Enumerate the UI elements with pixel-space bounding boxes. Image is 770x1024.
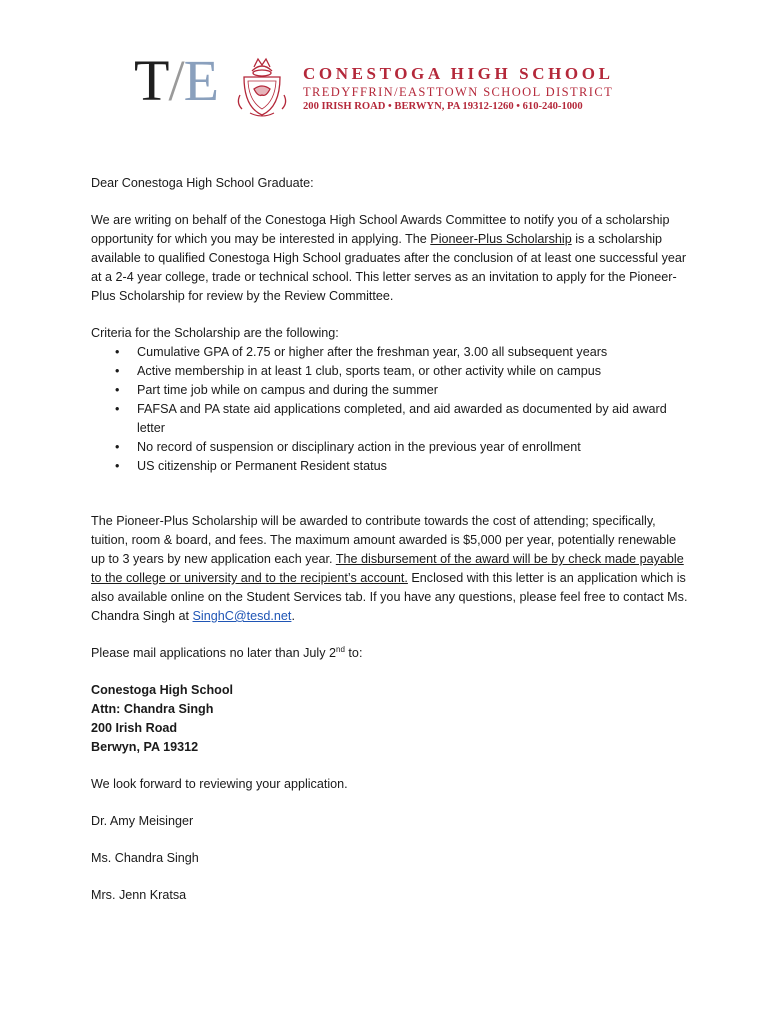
scholarship-name-underline: Pioneer-Plus Scholarship <box>430 232 572 246</box>
school-address: 200 IRISH ROAD • BERWYN, PA 19312-1260 • 610-240-1000 <box>303 101 583 112</box>
criteria-text: FAFSA and PA state aid applications completed, and aid awarded as documented by aid award letter <box>137 402 667 435</box>
mailing-address <box>91 681 691 757</box>
school-crest-icon <box>234 55 290 119</box>
list-item <box>91 400 691 438</box>
deadline-text-b: to: <box>344 646 363 660</box>
te-logo <box>134 48 218 113</box>
contact-email-link[interactable]: SinghC@tesd.net <box>192 609 292 623</box>
criteria-text: Active membership in at least 1 club, sports team, or other activity while on campus <box>137 364 602 378</box>
salutation: Dear Conestoga High School Graduate: <box>91 176 314 190</box>
signer: Ms. Chandra Singh <box>91 851 199 865</box>
closing: We look forward to reviewing your application. <box>91 777 348 791</box>
award-paragraph <box>91 512 691 626</box>
signer: Mrs. Jenn Kratsa <box>91 888 187 902</box>
criteria-intro: Criteria for the Scholarship are the following: <box>91 326 339 340</box>
address-line: Conestoga High School <box>91 683 234 697</box>
list-item <box>91 457 691 476</box>
bullet-icon: • <box>115 402 120 416</box>
deadline-line <box>91 644 691 663</box>
school-district: TREDYFFRIN/EASTTOWN SCHOOL DISTRICT <box>303 85 614 99</box>
deadline-text-a: Please mail applications no later than July 2 <box>91 646 337 660</box>
address-line: Berwyn, PA 19312 <box>91 740 199 754</box>
list-item <box>91 362 691 381</box>
logo-e: E <box>183 48 218 113</box>
bullet-icon: • <box>115 383 120 397</box>
list-item <box>91 438 691 457</box>
intro-paragraph <box>91 211 691 306</box>
bullet-icon: • <box>115 345 120 359</box>
letterhead <box>0 0 770 130</box>
disbursement-note: The disbursement of the award will be by check made payable to the college or university and to the recipient’s account. <box>91 552 684 585</box>
bullet-icon: • <box>115 459 120 473</box>
intro-text-a: We are writing on behalf of the Conestoga High School Awards Committee to notify you of a scholarship opportunity for which you may be interested in applying. The <box>91 213 670 246</box>
criteria-list <box>91 343 691 476</box>
criteria-text: Cumulative GPA of 2.75 or higher after the freshman year, 3.00 all subsequent years <box>137 345 608 359</box>
signer: Dr. Amy Meisinger <box>91 814 194 828</box>
school-name: CONESTOGA HIGH SCHOOL <box>303 64 614 83</box>
deadline-sup: nd <box>336 644 345 654</box>
bullet-icon: • <box>115 364 120 378</box>
list-item <box>91 381 691 400</box>
address-line: Attn: Chandra Singh <box>91 702 214 716</box>
letter-body <box>91 174 691 905</box>
criteria-text: No record of suspension or disciplinary action in the previous year of enrollment <box>137 440 581 454</box>
award-text-b: Enclosed with this letter is an application which is also available online on the Student Services tab. If you have any questions, please feel free to contact Ms. Chandra Singh at <box>91 571 688 623</box>
criteria-text: Part time job while on campus and during the summer <box>137 383 438 397</box>
intro-text-b: is a scholarship available to qualified Conestoga High School graduates after the conclusion of at least one successful year at a 2-4 year college, trade or technical school. This letter serves as an invitation to apply for the Pioneer-Plus Scholarship for review by the Review Committee. <box>91 232 687 303</box>
criteria-text: US citizenship or Permanent Resident status <box>137 459 387 473</box>
bullet-icon: • <box>115 440 120 454</box>
award-text-a: The Pioneer-Plus Scholarship will be awarded to contribute towards the cost of attending; specifically, tuition, room & board, and fees. The maximum amount awarded is $5,000 per year, potentially renewable up to 3 years by new application each year. <box>91 514 677 566</box>
list-item <box>91 343 691 362</box>
address-line: 200 Irish Road <box>91 721 178 735</box>
logo-t: T <box>134 48 169 113</box>
period: . <box>291 609 295 623</box>
logo-slash: / <box>168 48 184 113</box>
